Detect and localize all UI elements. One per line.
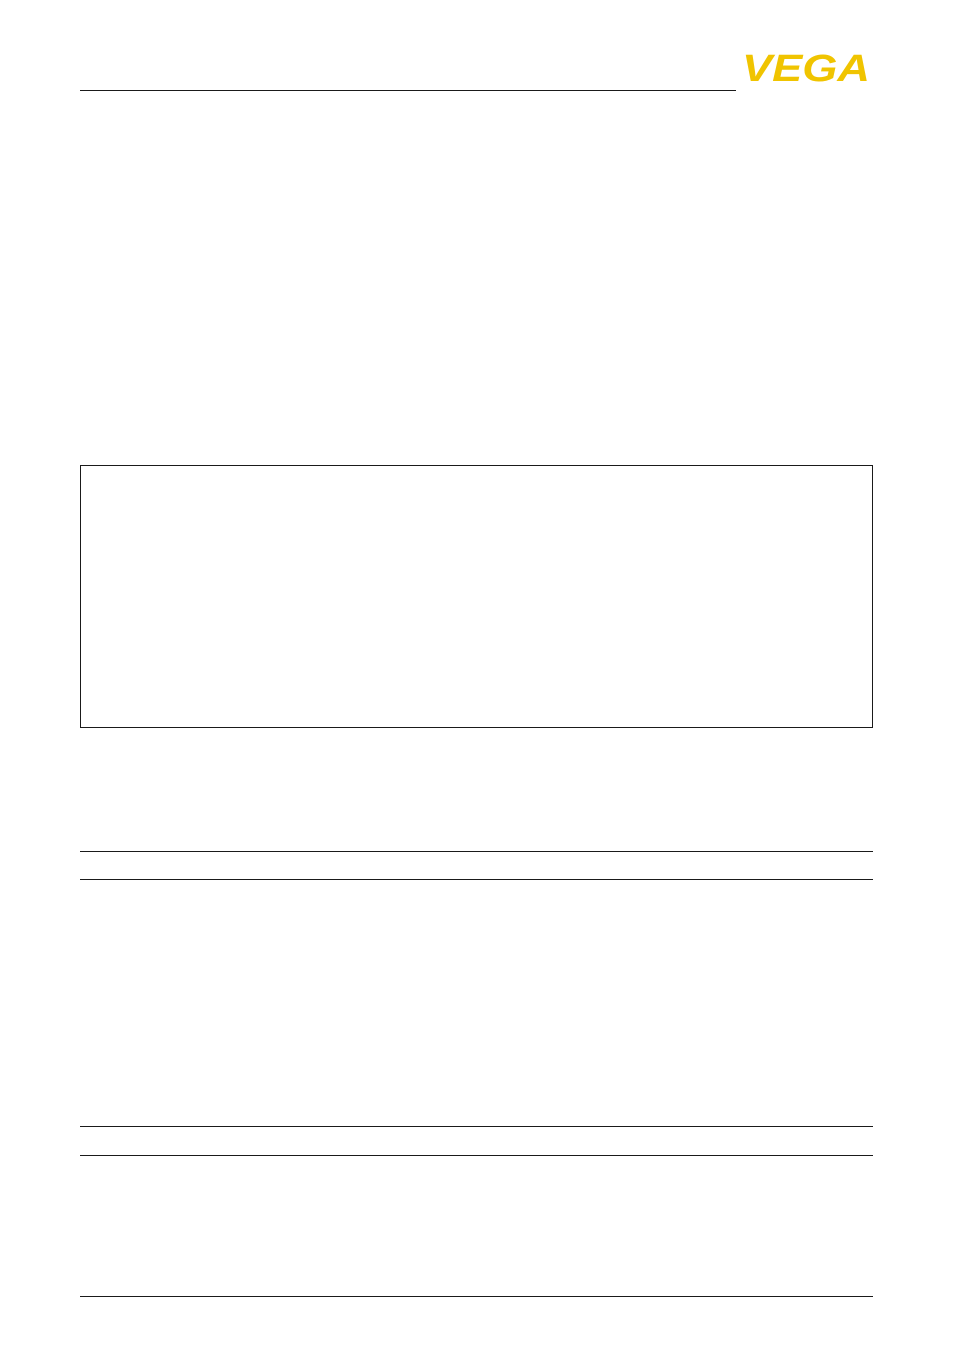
section-rule-bottom xyxy=(80,879,873,880)
footer-rule xyxy=(80,1296,873,1297)
header-rule xyxy=(80,90,736,91)
approvals-rule-bottom xyxy=(80,1155,873,1156)
approvals-rule-top xyxy=(80,1126,873,1127)
section-rule-top xyxy=(80,851,873,852)
vega-logo xyxy=(742,50,872,84)
svg-text:VEGA: VEGA xyxy=(742,50,870,84)
voltage-diagram xyxy=(80,465,873,728)
